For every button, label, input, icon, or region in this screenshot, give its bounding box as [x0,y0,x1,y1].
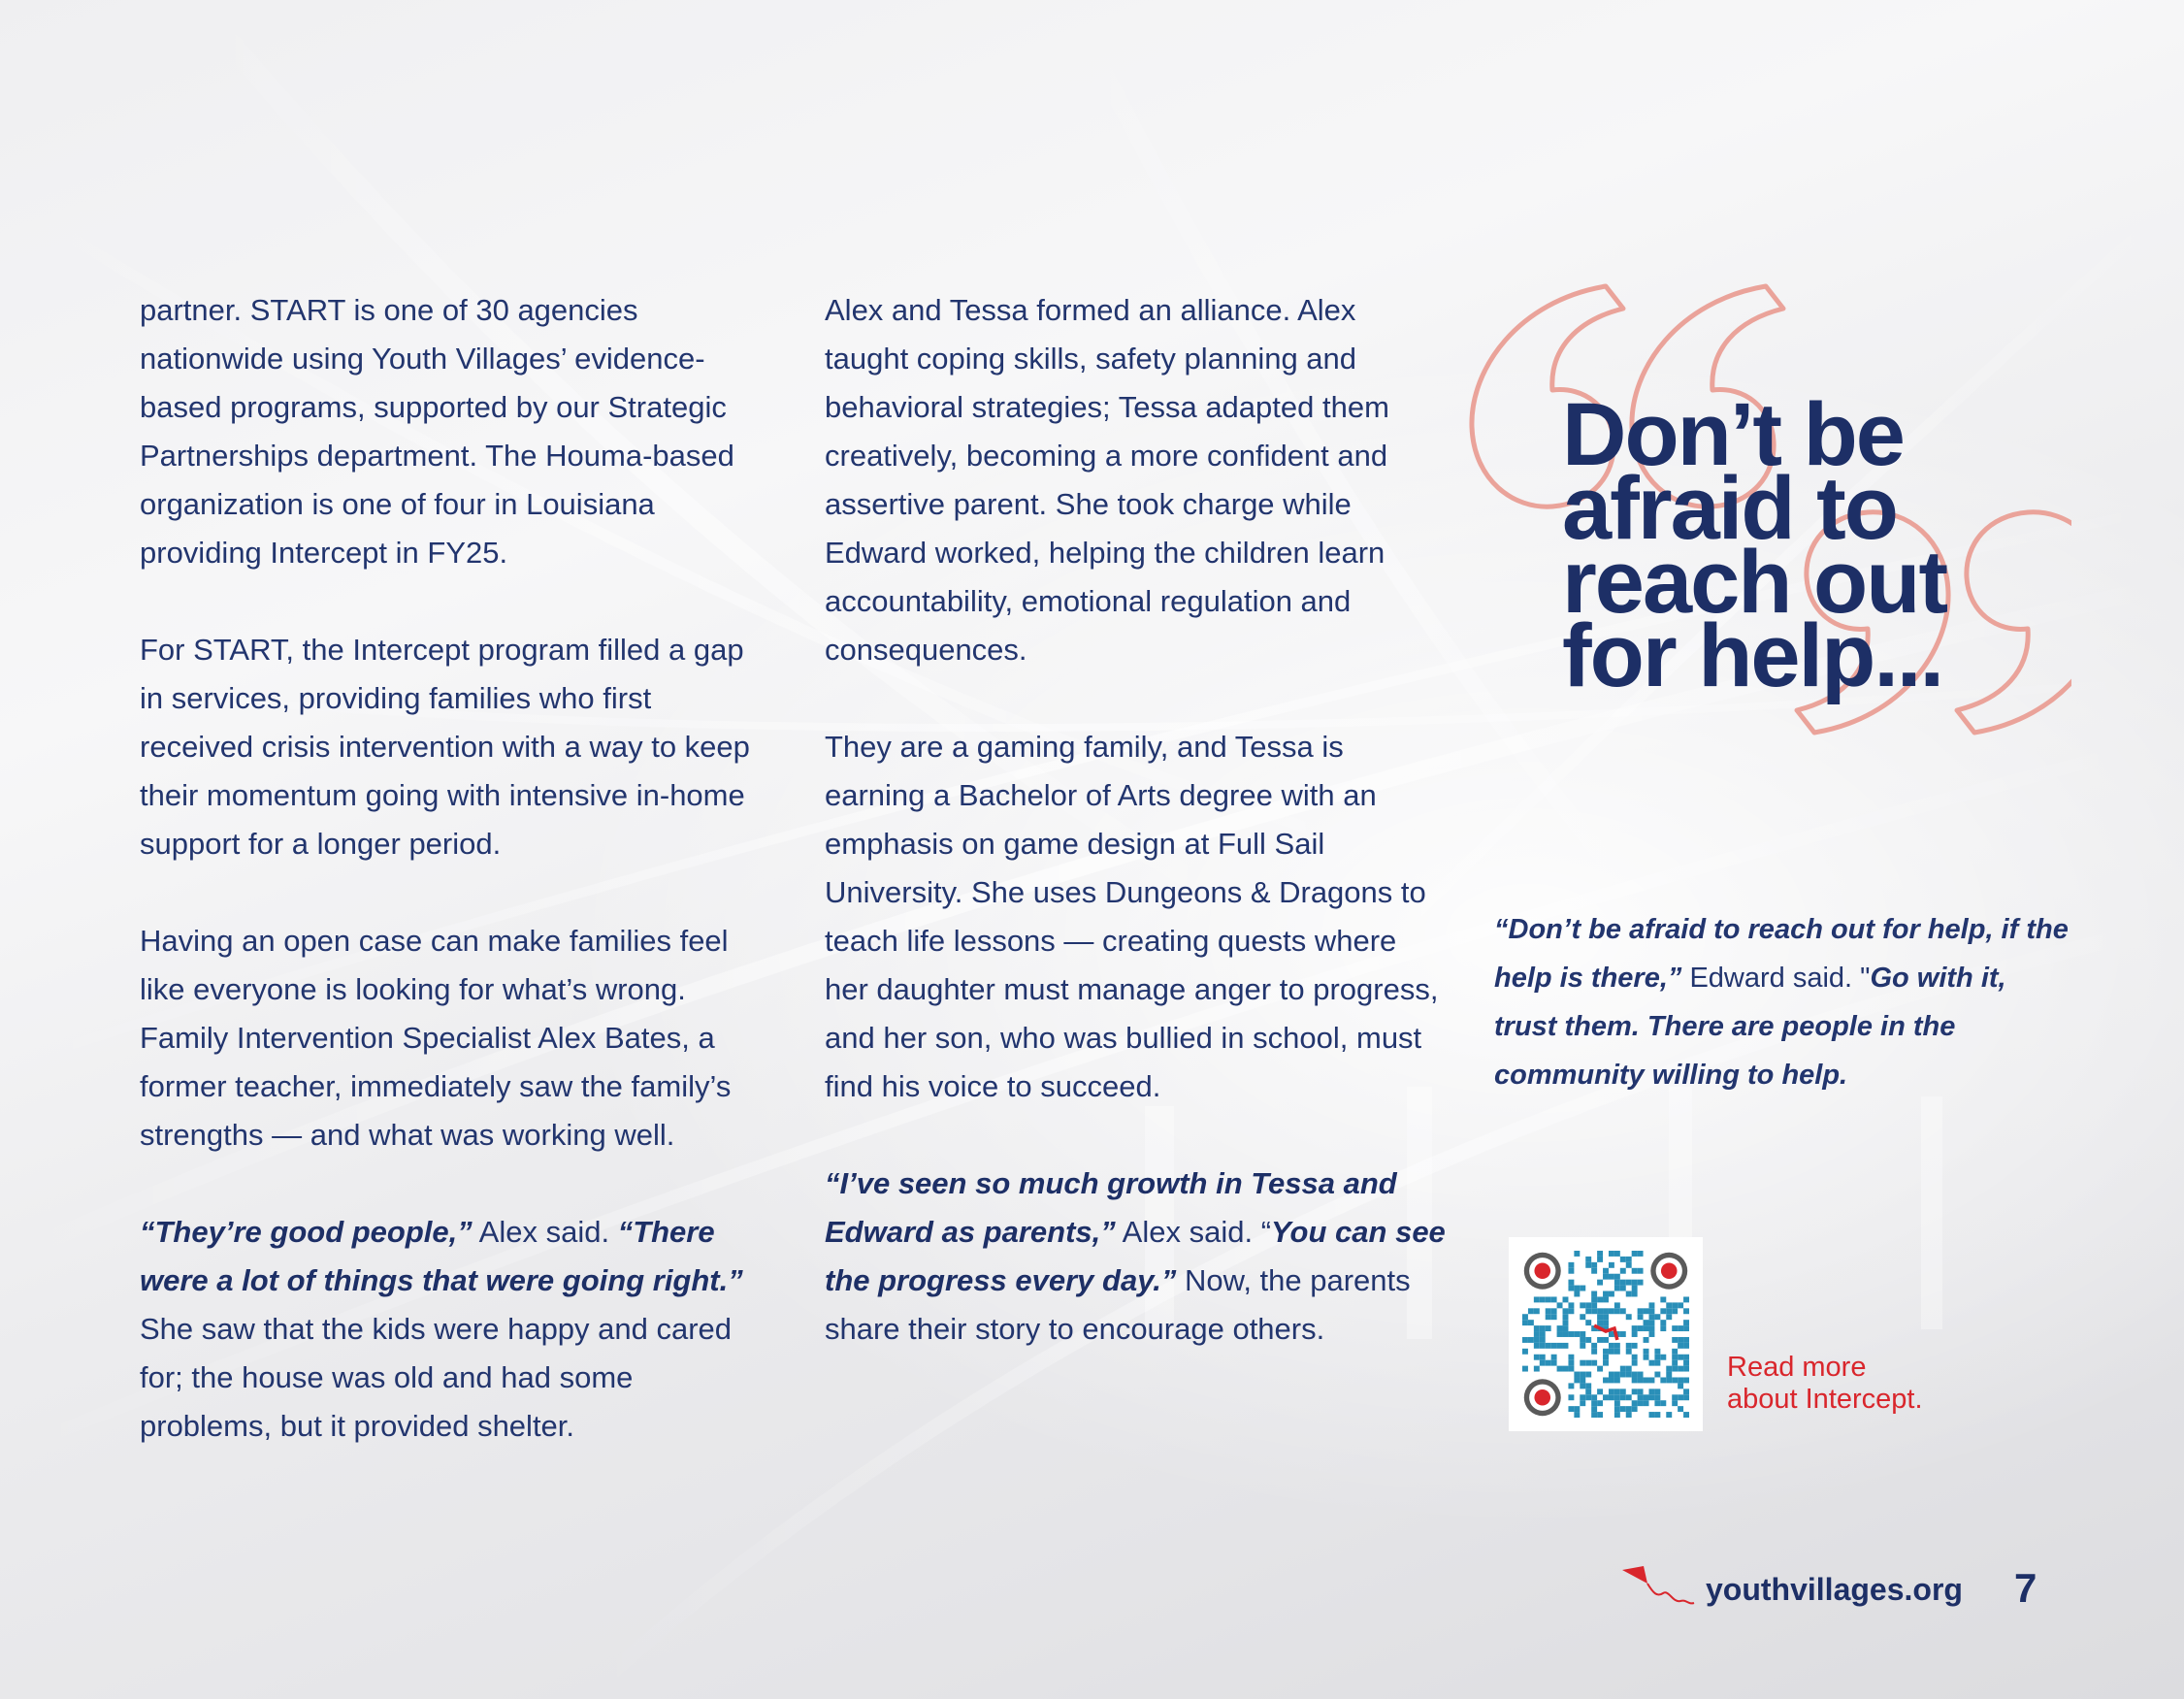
article-column-middle [825,286,1446,1402]
kite-logo-icon [1618,1564,1696,1613]
paragraph-text: She saw that the kids were happy and cared for; the house was old and had some problems, but it provided shelter. [140,1312,733,1443]
paragraph: partner. START is one of 30 agencies nationwide using Youth Villages’ evidence-based programs, supported by our Strategic Partnerships department. The Houma-based organization is one of four in Louisiana providing Intercept in FY25. [140,293,734,570]
quote-text: “There were a lot of things that were going right.” [140,1215,743,1297]
attribution-text: Alex said. “ [1115,1215,1272,1249]
footer-website-link[interactable]: youthvillages.org [1706,1572,1963,1607]
page-number: 7 [2014,1565,2037,1611]
paragraph: Alex and Tessa formed an alliance. Alex taught coping skills, safety planning and behavioral strategies; Tessa adapted them creatively, becoming a more confident and assertive parent. She took charge while Edward worked, helping the children learn accountability, emotional regulation and consequences. [825,293,1389,667]
side-quote [1494,905,2076,1099]
qr-code[interactable] [1509,1237,1703,1431]
quote-text: “They’re good people,” [140,1215,473,1249]
pull-quote [1562,385,2105,705]
pull-quote-line: for help... [1562,606,1942,705]
pull-quote-line: afraid to [1562,459,1897,558]
paragraph: Having an open case can make families feel like everyone is looking for what’s wrong. Family Intervention Specialist Alex Bates, a former teacher, immediately saw the family’s strengths — and what was working well. [140,924,732,1152]
paragraph-text: Now, the parents share their story to encourage others. [825,1263,1411,1346]
qr-link-text[interactable] [1727,1352,1923,1416]
quote-text: You can see the progress every day.” [825,1215,1446,1297]
pull-quote-line: reach out [1562,533,1947,632]
paragraph: They are a gaming family, and Tessa is earning a Bachelor of Arts degree with an emphasis on game design at Full Sail University. She uses Dungeons & Dragons to teach life lessons — creating quests where her daughter must manage anger to progress, and her son, who was bullied in school, must find his voice to succeed. [825,730,1439,1103]
attribution-text: Edward said. " [1681,963,1871,994]
paragraph-with-quote [825,1160,1446,1354]
qr-link-line: about Intercept. [1727,1384,1923,1415]
quote-text: “I’ve seen so much growth in Tessa and Edward as parents,” [825,1166,1397,1249]
qr-link-line: Read more [1727,1352,1867,1383]
pull-quote-line: Don’t be [1562,385,1904,484]
paragraph-with-quote [140,1208,770,1451]
attribution-text: Alex said. [472,1215,618,1249]
article-column-left [140,286,770,1499]
qr-code-icon [1522,1251,1689,1418]
quote-text: “Don’t be afraid to reach out for help, if the help is there,” [1494,914,2069,994]
quote-text: Go with it, trust them. There are people in the community willing to help. [1494,963,2006,1091]
paragraph: For START, the Intercept program filled a gap in services, providing families who first received crisis intervention with a way to keep their momentum going with intensive in-home support for a longer period. [140,633,750,861]
